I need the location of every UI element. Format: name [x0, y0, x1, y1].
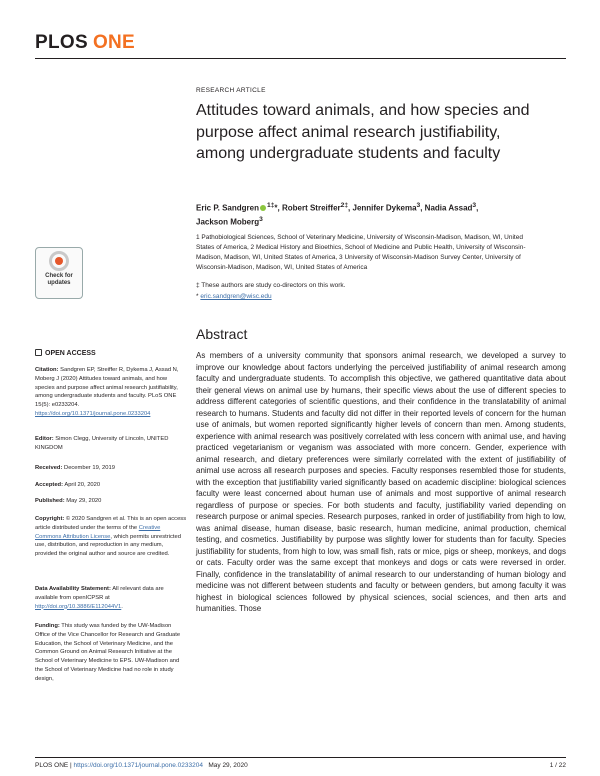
- co-director-note: ‡ These authors are study co-directors on this work.: [196, 282, 346, 289]
- license-link[interactable]: Creative Commons Attribution License: [35, 524, 161, 540]
- corresponding-email: * eric.sandgren@wisc.edu: [196, 293, 272, 300]
- copyright-block: Copyright: © 2020 Sandgren et al. This is an open access article distributed under the terms of the Creative Commons Attribution License, which permits unrestricted use, distribution, and reproduction in any medium, provided the original author and source are credited.: [35, 516, 187, 558]
- citation-block: Citation: Sandgren EP, Streiffer R, Dykema J, Assad N, Moberg J (2020) Attitudes toward animals, and how species and purpose affect animal research justifiability, among undergraduate students and faculty. PLoS ONE 15(5): e0233204. https://doi.org/10.1371/journal.pone.0233204: [35, 367, 179, 417]
- open-access-label: OPEN ACCESS: [35, 349, 96, 357]
- published-date: Published: May 29, 2020: [35, 498, 102, 504]
- abstract-heading: Abstract: [196, 326, 248, 342]
- email-link[interactable]: eric.sandgren@wisc.edu: [200, 293, 272, 300]
- journal-logo: PLOS ONE: [35, 32, 136, 53]
- footer-rule: [35, 757, 566, 758]
- orcid-icon[interactable]: [260, 205, 266, 211]
- accepted-date: Accepted: April 20, 2020: [35, 482, 101, 488]
- received-date: Received: December 19, 2019: [35, 465, 115, 471]
- page-footer: PLOS ONE | https://doi.org/10.1371/journal.pone.0233204 May 29, 2020 1 / 22: [35, 762, 566, 769]
- affiliations: 1 Pathobiological Sciences, School of Veterinary Medicine, University of Wisconsin-Madison, Madison, WI, United States of America, 2 Medical History and Bioethics, School of Medicine and Public Health, University of Wisconsin-Madison, Madison, WI, United States of America, 3 University of Wisconsin-Madison Survey Center, University of Wisconsin-Madison, Madison, WI, United States of America: [196, 234, 526, 271]
- author-link[interactable]: Jackson Moberg: [196, 217, 260, 227]
- data-doi-link[interactable]: http://doi.org/10.3886/E112044V1: [35, 603, 122, 610]
- check-for-updates-button[interactable]: Check for updates: [35, 247, 83, 299]
- footer-doi-link[interactable]: https://doi.org/10.1371/journal.pone.0233204: [73, 762, 203, 769]
- citation-doi-link[interactable]: https://doi.org/10.1371/journal.pone.0233204: [35, 410, 151, 417]
- author-link[interactable]: *, Robert Streiffer: [274, 203, 341, 213]
- article-title: Attitudes toward animals, and how species and purpose affect animal research justifiability, among undergraduate students and faculty: [196, 102, 530, 162]
- author-list: Eric P. Sandgren $^{1\ddagger}$*, Robert Streiffer$^{2\ddagger}$, Jennifer Dykema$^3$, Nadia Assad$^3$, Jackson Moberg$^3$: [196, 202, 479, 227]
- author-link[interactable]: Eric P. Sandgren: [196, 203, 259, 213]
- section-label: RESEARCH ARTICLE: [196, 87, 266, 94]
- page-number: 1 / 22: [549, 762, 566, 769]
- open-lock-icon: [35, 349, 42, 356]
- abstract-text: As members of a university community that sponsors animal research, we developed a survey to improve our knowledge about factors underlying the perceived justifiability of animal research among faculty and undergraduate students. To accomplish this objective, we gathered quantitative data about their general views on animal use by humans, their specific views about the use of different species to address different categories of scientific questions, and their confidence in the translatability of animal research to humans. Students and faculty did not differ in their reported levels of concern for the human use of animals, but women reported significantly higher levels of concern than men. Among students, experience with animal research was positively correlated with less concern with animal use, and having practiced vegetarianism or veganism was associated with more concern. Gender, experience with animal research, and dietary preferences were similarly correlated with the extent of justifiability of animal use across all research purposes and species. Faculty responses resembled those for students, with the exception that justifiability varied significantly based on academic discipline: biological sciences faculty were least concerned about human use of animals and most supportive of animal research regardless of purpose or species. For both students and faculty, justifiability varied depending on research purpose or animal species. Research purposes, ranked in order of justifiability from high to low, was animal disease, human disease, basic research, human medicine, animal production, chemical testing, and cosmetics. Justifiability by purpose was slightly lower for students than for faculty. Species justifiability for students, from high to low, was small fish, rats or mice, pigs or sheep, monkeys, and dogs or cats. Faculty order was the same except that monkeys and dogs or cats were reversed in order. Finally, confidence in the translatability of animal research to our understanding of human biology and medicine was not different between students and faculty or between genders, but among faculty it was highest in biological sciences followed by physical sciences, social sciences, and then arts and humanities. Those: [196, 351, 566, 613]
- crossmark-icon: [49, 251, 69, 271]
- funding-block: Funding: This study was funded by the UW-Madison Office of the Vice Chancellor for Research and Graduate Education, the School of Veterinary Medicine, and the Common Ground on Animal Research Initiative at the School of Veterinary Medicine to EPS. UW-Madison and the School of Veterinary Medicine had no role in study design,: [35, 623, 181, 682]
- author-link[interactable]: , Jennifer Dykema: [348, 203, 417, 213]
- data-availability-block: Data Availability Statement: All relevant data are available from openICPSR at http://doi.org/10.3886/E112044V1.: [35, 586, 164, 610]
- author-link[interactable]: , Nadia Assad: [420, 203, 473, 213]
- editor-block: Editor: Simon Clegg, University of Lincoln, UNITED KINGDOM: [35, 436, 169, 451]
- header-rule: [35, 58, 566, 59]
